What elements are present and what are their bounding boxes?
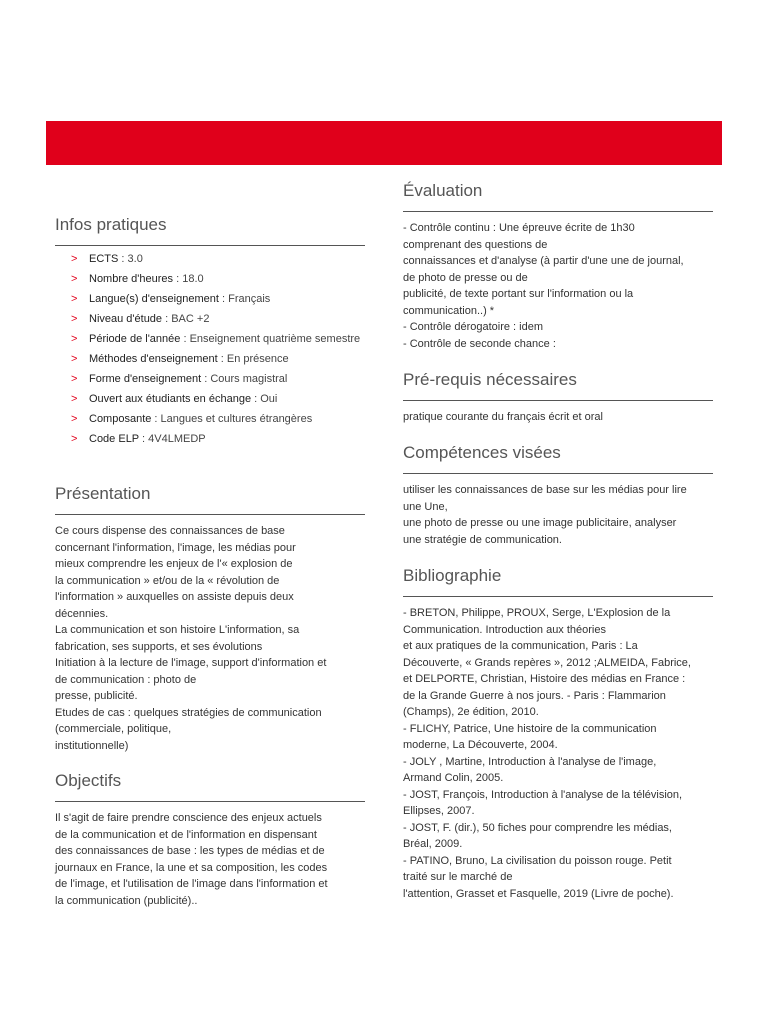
- bibliographie-title: Bibliographie: [403, 566, 713, 597]
- info-separator: :: [218, 293, 229, 305]
- info-label: Code ELP: [89, 433, 139, 445]
- info-value: 4V4LMEDP: [148, 433, 206, 445]
- chevron-right-icon: >: [71, 293, 78, 305]
- info-value: Français: [228, 293, 271, 305]
- evaluation-text: - Contrôle continu : Une épreuve écrite de 1h30 comprenant des questions de connaissances et d'analyse (à partir d'une une de journal, de photo de presse ou de publicité, de texte portant sur l'information ou la communication..) * - Contrôle dérogatoire : idem - Contrôle de seconde chance :: [403, 222, 684, 350]
- info-item: [71, 272, 365, 287]
- competences-section: [403, 443, 713, 548]
- info-label: Ouvert aux étudiants en échange: [89, 393, 252, 405]
- info-item: [71, 292, 365, 307]
- objectifs-section: [55, 771, 365, 909]
- chevron-right-icon: >: [71, 393, 78, 405]
- bibliographie-text: - BRETON, Philippe, PROUX, Serge, L'Explosion de la Communication. Introduction aux théories et aux pratiques de la communication, Paris : La Découverte, « Grands repères », 2012 ;ALMEIDA, Fabrice, et DELPORTE, Christian, Histoire des médias en France : de la Grande Guerre à nos jours. - Paris : Flammarion (Champs), 2e édition, 2010. - FLICHY, Patrice, Une histoire de la communication moderne, La Découverte, 2004. - JOLY , Martine, Introduction à l'analyse de l'image, Armand Colin, 2005. - JOST, François, Introduction à l'analyse de la télévision, Ellipses, 2007. - JOST, F. (dir.), 50 fiches pour comprendre les médias, Bréal, 2009. - PATINO, Bruno, La civilisation du poisson rouge. Petit traité sur le marché de l'attention, Grasset et Fasquelle, 2019 (Livre de poche).: [403, 607, 691, 900]
- bibliographie-section: [403, 566, 713, 902]
- info-separator: :: [151, 413, 161, 425]
- info-item: [71, 352, 365, 367]
- evaluation-title: Évaluation: [403, 181, 713, 212]
- info-value: Enseignement quatrième semestre: [189, 333, 361, 345]
- info-separator: :: [217, 353, 227, 365]
- info-value: Cours magistral: [210, 373, 288, 385]
- infos-pratiques-section: [55, 215, 365, 452]
- chevron-right-icon: >: [71, 273, 78, 285]
- competences-title: Compétences visées: [403, 443, 713, 474]
- info-separator: :: [251, 393, 261, 405]
- info-item: [71, 332, 365, 347]
- info-value: Langues et cultures étrangères: [160, 413, 313, 425]
- info-item: [71, 412, 365, 427]
- info-separator: :: [173, 273, 183, 285]
- presentation-section: [55, 484, 365, 754]
- info-label: Langue(s) d'enseignement: [89, 293, 219, 305]
- header-banner: [46, 121, 722, 165]
- info-item: [71, 372, 365, 387]
- chevron-right-icon: >: [71, 253, 78, 265]
- info-label: Niveau d'étude: [89, 313, 163, 325]
- evaluation-section: [403, 181, 713, 352]
- info-separator: :: [180, 333, 190, 345]
- chevron-right-icon: >: [71, 413, 78, 425]
- info-value: Oui: [260, 393, 278, 405]
- info-separator: :: [201, 373, 211, 385]
- chevron-right-icon: >: [71, 373, 78, 385]
- info-separator: :: [162, 313, 172, 325]
- objectifs-title: Objectifs: [55, 771, 365, 802]
- info-item: [71, 312, 365, 327]
- prerequis-title: Pré-requis nécessaires: [403, 370, 713, 401]
- chevron-right-icon: >: [71, 433, 78, 445]
- info-separator: :: [138, 433, 149, 445]
- info-separator: :: [118, 253, 128, 265]
- chevron-right-icon: >: [71, 313, 78, 325]
- info-item: [71, 392, 365, 407]
- info-label: Composante: [89, 413, 152, 425]
- infos-list: [55, 246, 365, 447]
- presentation-title: Présentation: [55, 484, 365, 515]
- info-label: Nombre d'heures: [89, 273, 174, 285]
- info-label: Méthodes d'enseignement: [89, 353, 218, 365]
- info-value: BAC +2: [171, 313, 210, 325]
- competences-text: utiliser les connaissances de base sur les médias pour lire une Une, une photo de presse ou une image publicitaire, analyser une stratégie de communication.: [403, 484, 687, 546]
- info-value: 18.0: [182, 273, 204, 285]
- presentation-text: Ce cours dispense des connaissances de base concernant l'information, l'image, les médias pour mieux comprendre les enjeux de l'« explosion de la communication » et/ou de la « révolution de l'information » auxquelles on assiste depuis deux décennies. La communication et son histoire L'information, sa fabrication, ses supports, et ses évolutions Initiation à la lecture de l'image, support d'information et de communication : photo de presse, publicité. Etudes de cas : quelques stratégies de communication (commerciale, politique, institutionnelle): [55, 525, 327, 752]
- info-label: Forme d'enseignement: [89, 373, 202, 385]
- prerequis-text: pratique courante du français écrit et oral: [403, 411, 603, 423]
- objectifs-text: Il s'agit de faire prendre conscience des enjeux actuels de la communication et de l'information en dispensant des connaissances de base : les types de médias et de journaux en France, la une et sa composition, les codes de l'image, et l'utilisation de l'image dans l'information et la communication (publicité)..: [55, 812, 328, 907]
- info-label: ECTS: [89, 253, 119, 265]
- info-value: En présence: [226, 353, 289, 365]
- info-value: 3.0: [127, 253, 143, 265]
- chevron-right-icon: >: [71, 353, 78, 365]
- info-item: [71, 252, 365, 267]
- infos-pratiques-title: Infos pratiques: [55, 215, 365, 246]
- prerequis-section: [403, 370, 713, 426]
- chevron-right-icon: >: [71, 333, 78, 345]
- info-label: Période de l'année: [89, 333, 181, 345]
- info-item: [71, 432, 365, 447]
